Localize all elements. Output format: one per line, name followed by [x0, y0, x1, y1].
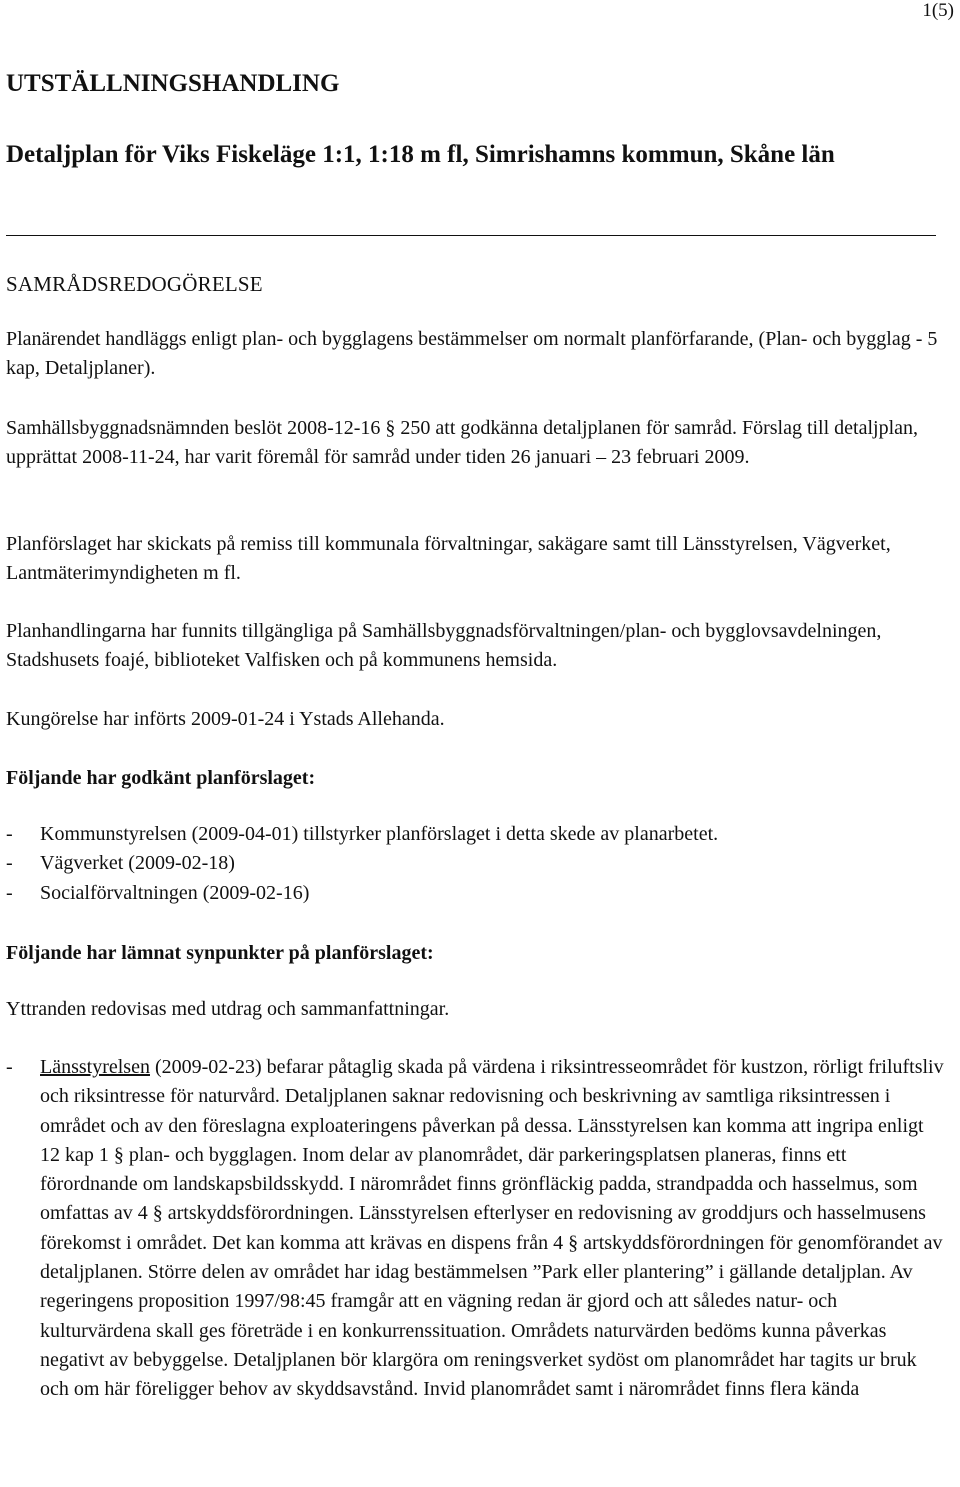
list-item-text: Vägverket (2009-02-18) [40, 852, 235, 875]
comments-intro: Yttranden redovisas med utdrag och sammanfattningar. [6, 998, 450, 1020]
comment-text: (2009-02-23) befarar påtaglig skada på värdena i riksintresseområdet för kustzon, rörligt friluftsliv och riksintresse för naturvård. Detaljplanen saknar redovisning och beskrivning av samtliga riksintressen i området och av den föreslagna exploateringens påverkan på dessa. Länsstyrelsen kan komma att ingripa enligt 12 kap 1 § plan- och bygglagen. Inom delar av planområdet, där parkeringsplatsen planeras, finns ett förordnande om landskapsbildsskydd. I närområdet finns grönfläckig padda, strandpadda och hasselmus, som omfattas av 4 § artskyddsförordningen. Länsstyrelsen efterlyser en redovisning av groddjurs och hasselmusens förekomst i området. Det kan komma att krävas en dispens från 4 § artskyddsförordningen för genomförandet av detaljplanen. Större delen av området har idag bestämmelsen ”Park eller plantering” i gällande detaljplan. Av regeringens proposition 1997/98:45 framgår att en vägning redan är gjord och att således natur- och kulturvärdena skall ges företräde i en konkurrenssituation. Områdets naturvärden bedöms kunna påverkas negativt av bebyggelse. Detaljplanen bör klargöra om reningsverket sydöst om planområdet har tagits ur bruk och om här föreligger behov av skyddsavstånd. Invid planområdet samt i närområdet finns flera kända [40, 1056, 944, 1401]
comments-list [6, 1053, 946, 1405]
announcement-paragraph: Kungörelse har införts 2009-01-24 i Ystads Allehanda. [6, 708, 445, 730]
approved-heading: Följande har godkänt planförslaget: [6, 767, 316, 789]
approved-list [6, 820, 946, 908]
plan-title: Detaljplan för Viks Fiskeläge 1:1, 1:18 m fl, Simrishamns kommun, Skåne län [6, 141, 835, 168]
comments-heading: Följande har lämnat synpunkter på planförslaget: [6, 942, 434, 964]
list-dash: - [6, 852, 13, 875]
list-item-text: Kommunstyrelsen (2009-04-01) tillstyrker planförslaget i detta skede av planarbetet. [40, 823, 719, 845]
comment-author: Länsstyrelsen [40, 1056, 150, 1078]
procedure-paragraph: Planärendet handläggs enligt plan- och bygglagens bestämmelser om normalt planförfarande, (Plan- och bygglag - 5 kap, Detaljplaner). [6, 328, 938, 380]
document-type-heading: UTSTÄLLNINGSHANDLING [6, 70, 340, 97]
page-number: 1(5) [922, 0, 954, 21]
list-dash: - [6, 1056, 13, 1078]
decision-paragraph: Samhällsbyggnadsnämnden beslöt 2008-12-16 § 250 att godkänna detaljplanen för samråd. Förslag till detaljplan, upprättat 2008-11-24, har varit föremål för samråd under tiden 26 januari – 23 februari 2009. [6, 417, 919, 469]
comment-body [40, 1053, 946, 1405]
list-item [6, 849, 946, 878]
list-item [6, 879, 946, 908]
list-item [6, 1053, 946, 1405]
section-title: SAMRÅDSREDOGÖRELSE [6, 272, 263, 296]
list-item-text: Socialförvaltningen (2009-02-16) [40, 881, 310, 904]
availability-paragraph: Planhandlingarna har funnits tillgängliga på Samhällsbyggnadsförvaltningen/plan- och bygglovsavdelningen, Stadshusets foajé, biblioteket Valfisken och på kommunens hemsida. [6, 620, 882, 672]
list-dash: - [6, 823, 13, 845]
list-dash: - [6, 881, 13, 904]
list-item [6, 820, 946, 849]
title-divider [6, 235, 936, 236]
referral-paragraph: Planförslaget har skickats på remiss till kommunala förvaltningar, sakägare samt till Länsstyrelsen, Vägverket, Lantmäterimyndigheten m fl. [6, 533, 891, 585]
